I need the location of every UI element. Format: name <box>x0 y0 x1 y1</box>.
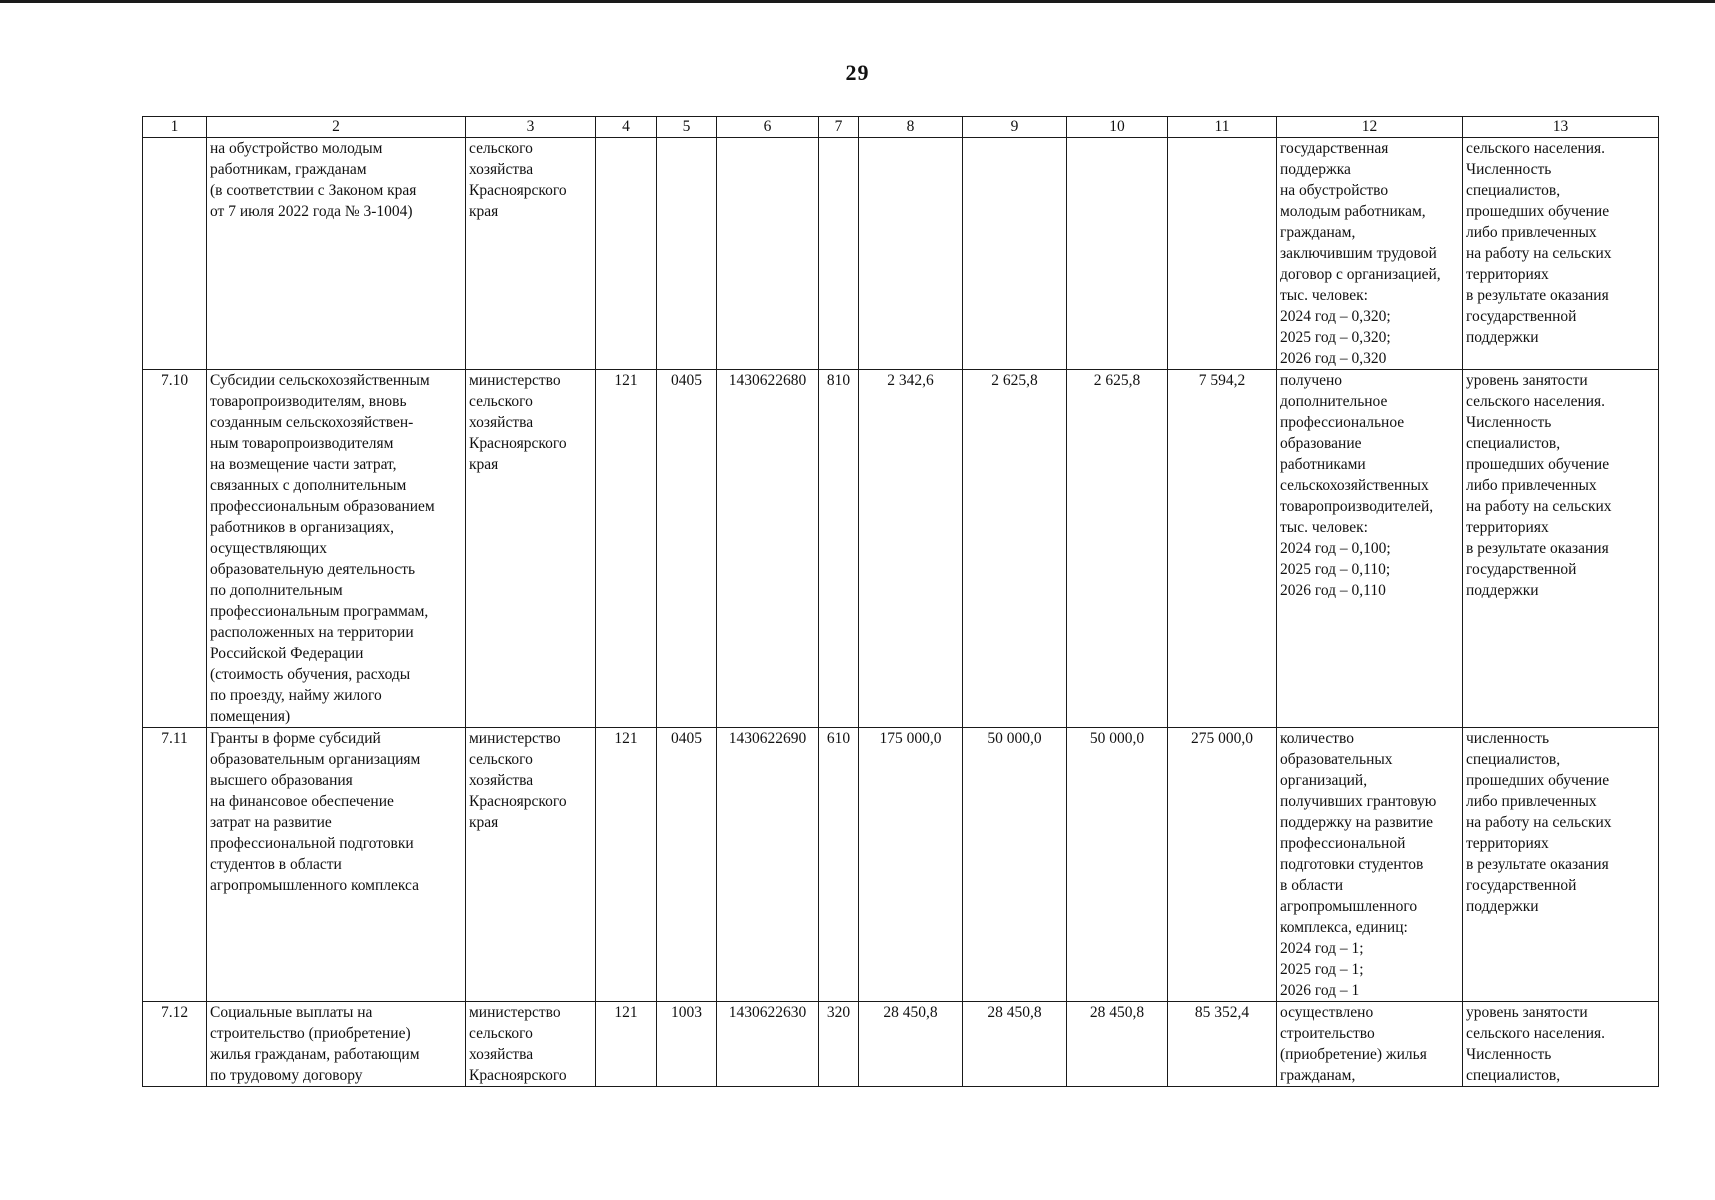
rzpr-code <box>657 138 717 370</box>
column-header: 10 <box>1067 117 1168 138</box>
column-header: 3 <box>466 117 596 138</box>
amount-total <box>1168 138 1277 370</box>
csr-code: 1430622630 <box>717 1002 819 1087</box>
header-row <box>143 117 1659 138</box>
target-indicator: уровень занятости сельского населения. Численность специалистов, <box>1463 1002 1659 1087</box>
expected-result: получено дополнительное профессиональное образование работниками сельскохозяйственных товаропроизводителей, тыс. человек: 2024 год – 0,100; 2025 год – 0,110; 2026 год – 0,110 <box>1277 370 1463 728</box>
row-number: 7.12 <box>143 1002 207 1087</box>
amount-2024: 28 450,8 <box>859 1002 963 1087</box>
administrator: министерство сельского хозяйства Красноярского края <box>466 370 596 728</box>
column-header: 7 <box>819 117 859 138</box>
row-number <box>143 138 207 370</box>
grbs-code: 121 <box>596 1002 657 1087</box>
table-row <box>143 1002 1659 1087</box>
administrator: сельского хозяйства Красноярского края <box>466 138 596 370</box>
vr-code: 810 <box>819 370 859 728</box>
rzpr-code: 0405 <box>657 728 717 1002</box>
amount-total: 7 594,2 <box>1168 370 1277 728</box>
column-header: 8 <box>859 117 963 138</box>
measure-name: Субсидии сельскохозяйственным товаропроизводителям, вновь созданным сельскохозяйствен- ным товаропроизводителям на возмещение части затрат, связанных с дополнительным профессиональным образованием работников в организациях, осуществляющих образовательную деятельность по дополнительным профессиональным программам, расположенных на территории Российской Федерации (стоимость обучения, расходы по проезду, найму жилого помещения) <box>207 370 466 728</box>
table-row <box>143 138 1659 370</box>
program-table <box>142 116 1659 1087</box>
amount-2026: 2 625,8 <box>1067 370 1168 728</box>
amount-2026: 50 000,0 <box>1067 728 1168 1002</box>
grbs-code: 121 <box>596 728 657 1002</box>
amount-2024: 175 000,0 <box>859 728 963 1002</box>
csr-code: 1430622680 <box>717 370 819 728</box>
csr-code: 1430622690 <box>717 728 819 1002</box>
page-number: 29 <box>845 60 870 85</box>
amount-2025: 50 000,0 <box>963 728 1067 1002</box>
measure-name: Социальные выплаты на строительство (приобретение) жилья гражданам, работающим по трудовому договору <box>207 1002 466 1087</box>
column-header: 9 <box>963 117 1067 138</box>
amount-2024 <box>859 138 963 370</box>
amount-2026: 28 450,8 <box>1067 1002 1168 1087</box>
measure-name: на обустройство молодым работникам, гражданам (в соответствии с Законом края от 7 июля 2022 года № 3-1004) <box>207 138 466 370</box>
column-header: 5 <box>657 117 717 138</box>
top-border <box>0 0 1715 3</box>
expected-result: количество образовательных организаций, получивших грантовую поддержку на развитие профессиональной подготовки студентов в области агропромышленного комплекса, единиц: 2024 год – 1; 2025 год – 1; 2026 год – 1 <box>1277 728 1463 1002</box>
measure-name: Гранты в форме субсидий образовательным организациям высшего образования на финансовое обеспечение затрат на развитие профессиональной подготовки студентов в области агропромышленного комплекса <box>207 728 466 1002</box>
column-header: 11 <box>1168 117 1277 138</box>
administrator: министерство сельского хозяйства Красноярского <box>466 1002 596 1087</box>
rzpr-code: 0405 <box>657 370 717 728</box>
column-header: 1 <box>143 117 207 138</box>
column-header: 12 <box>1277 117 1463 138</box>
row-number: 7.11 <box>143 728 207 1002</box>
amount-total: 275 000,0 <box>1168 728 1277 1002</box>
administrator: министерство сельского хозяйства Красноярского края <box>466 728 596 1002</box>
vr-code: 320 <box>819 1002 859 1087</box>
target-indicator: уровень занятости сельского населения. Численность специалистов, прошедших обучение либо привлеченных на работу на сельских территориях в результате оказания государственной поддержки <box>1463 370 1659 728</box>
table-row <box>143 728 1659 1002</box>
column-header: 4 <box>596 117 657 138</box>
amount-2025: 2 625,8 <box>963 370 1067 728</box>
grbs-code: 121 <box>596 370 657 728</box>
table-row <box>143 370 1659 728</box>
expected-result: государственная поддержка на обустройство молодым работникам, гражданам, заключившим трудовой договор с организацией, тыс. человек: 2024 год – 0,320; 2025 год – 0,320; 2026 год – 0,320 <box>1277 138 1463 370</box>
target-indicator: сельского населения. Численность специалистов, прошедших обучение либо привлеченных на работу на сельских территориях в результате оказания государственной поддержки <box>1463 138 1659 370</box>
amount-total: 85 352,4 <box>1168 1002 1277 1087</box>
target-indicator: численность специалистов, прошедших обучение либо привлеченных на работу на сельских территориях в результате оказания государственной поддержки <box>1463 728 1659 1002</box>
column-header: 2 <box>207 117 466 138</box>
amount-2025 <box>963 138 1067 370</box>
expected-result: осуществлено строительство (приобретение) жилья гражданам, <box>1277 1002 1463 1087</box>
rzpr-code: 1003 <box>657 1002 717 1087</box>
csr-code <box>717 138 819 370</box>
grbs-code <box>596 138 657 370</box>
column-header: 6 <box>717 117 819 138</box>
amount-2024: 2 342,6 <box>859 370 963 728</box>
amount-2026 <box>1067 138 1168 370</box>
vr-code <box>819 138 859 370</box>
vr-code: 610 <box>819 728 859 1002</box>
column-header: 13 <box>1463 117 1659 138</box>
row-number: 7.10 <box>143 370 207 728</box>
amount-2025: 28 450,8 <box>963 1002 1067 1087</box>
